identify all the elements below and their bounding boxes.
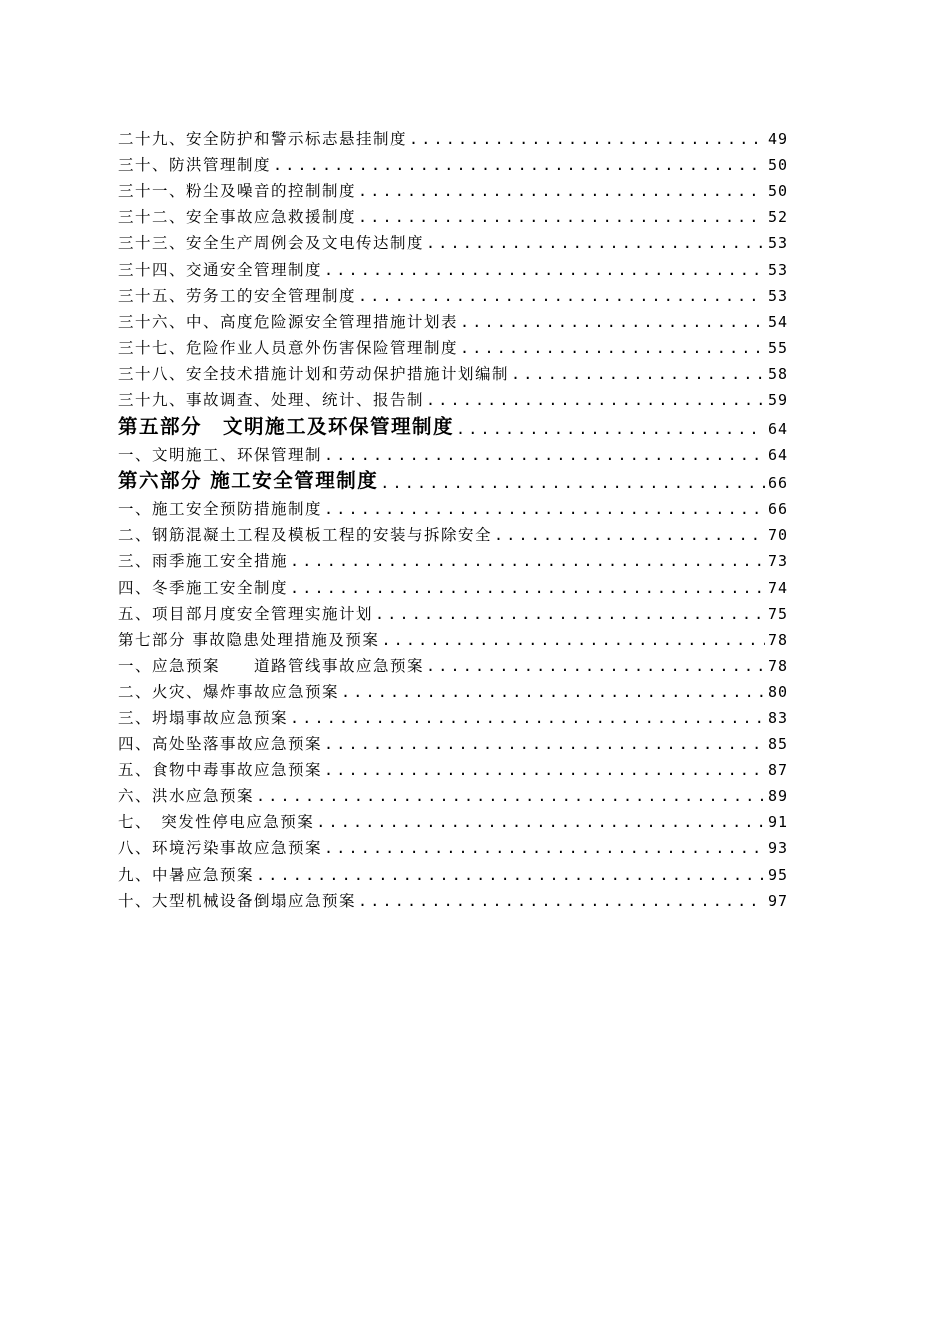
toc-entry-page-number: 78 <box>767 630 788 649</box>
toc-entry-title: 三十三、安全生产周例会及文电传达制度 <box>118 234 425 253</box>
toc-entry-page-number: 50 <box>767 156 788 175</box>
toc-entry[interactable] <box>118 780 788 806</box>
toc-entry-title: 三十六、中、高度危险源安全管理措施计划表 <box>118 312 459 331</box>
toc-dot-leader <box>324 838 765 858</box>
toc-dot-leader <box>324 499 765 519</box>
toc-entry-page-number: 80 <box>767 682 788 701</box>
toc-entry[interactable] <box>118 754 788 780</box>
toc-entry-title: 三十、防洪管理制度 <box>118 156 272 175</box>
toc-entry-page-number: 53 <box>767 286 788 305</box>
toc-section-heading[interactable] <box>118 410 788 439</box>
toc-dot-leader <box>358 286 765 306</box>
toc-entry-title: 三十九、事故调查、处理、统计、报告制 <box>118 391 425 410</box>
toc-entry[interactable] <box>118 832 788 858</box>
toc-dot-leader <box>460 338 765 358</box>
toc-dot-leader <box>324 734 765 754</box>
toc-section-heading[interactable] <box>118 465 788 494</box>
toc-entry-title: 一、应急预案 道路管线事故应急预案 <box>118 656 425 675</box>
toc-dot-leader <box>511 364 765 384</box>
toc-entry-title: 九、中暑应急预案 <box>118 865 255 884</box>
toc-entry-page-number: 78 <box>767 656 788 675</box>
toc-entry-page-number: 85 <box>767 735 788 754</box>
toc-entry-page-number: 87 <box>767 761 788 780</box>
toc-entry[interactable] <box>118 650 788 676</box>
toc-dot-leader <box>494 525 765 545</box>
toc-dot-leader <box>273 155 765 175</box>
toc-entry[interactable] <box>118 280 788 306</box>
toc-dot-leader <box>456 419 765 439</box>
toc-dot-leader <box>256 786 765 806</box>
toc-dot-leader <box>426 656 765 676</box>
toc-entry-page-number: 55 <box>767 338 788 357</box>
toc-entry-title: 三、坍塌事故应急预案 <box>118 708 289 727</box>
toc-dot-leader <box>460 312 765 332</box>
toc-dot-leader <box>290 578 765 598</box>
toc-dot-leader <box>316 812 765 832</box>
toc-dot-leader <box>358 207 765 227</box>
toc-dot-leader <box>375 604 765 624</box>
toc-entry-page-number: 53 <box>767 234 788 253</box>
toc-entry-page-number: 58 <box>767 364 788 383</box>
toc-entry-title: 三、雨季施工安全措施 <box>118 552 289 571</box>
toc-entry[interactable] <box>118 676 788 702</box>
toc-entry-title: 五、项目部月度安全管理实施计划 <box>118 604 374 623</box>
toc-entry-page-number: 59 <box>767 391 788 410</box>
toc-dot-leader <box>426 233 765 253</box>
toc-entry-page-number: 49 <box>767 130 788 149</box>
toc-entry-title: 十、大型机械设备倒塌应急预案 <box>118 891 357 910</box>
toc-entry[interactable] <box>118 332 788 358</box>
toc-entry[interactable] <box>118 885 788 911</box>
toc-dot-leader <box>324 760 765 780</box>
toc-dot-leader <box>426 390 765 410</box>
toc-entry-page-number: 93 <box>767 839 788 858</box>
toc-entry-title: 第七部分 事故隐患处理措施及预案 <box>118 630 380 649</box>
toc-entry-title: 四、高处坠落事故应急预案 <box>118 735 323 754</box>
toc-entry-title: 一、文明施工、环保管理制 <box>118 445 323 464</box>
toc-dot-leader <box>290 708 765 728</box>
toc-entry[interactable] <box>118 806 788 832</box>
toc-entry[interactable] <box>118 149 788 175</box>
toc-entry[interactable] <box>118 123 788 149</box>
toc-entry[interactable] <box>118 598 788 624</box>
toc-entry-page-number: 66 <box>767 500 788 519</box>
toc-entry-page-number: 64 <box>767 445 788 464</box>
toc-entry[interactable] <box>118 858 788 884</box>
toc-entry[interactable] <box>118 545 788 571</box>
toc-entry-title: 二、火灾、爆炸事故应急预案 <box>118 682 340 701</box>
toc-entry-title: 三十二、安全事故应急救援制度 <box>118 208 357 227</box>
toc-entry-page-number: 83 <box>767 708 788 727</box>
toc-dot-leader <box>381 630 765 650</box>
toc-entry-page-number: 89 <box>767 787 788 806</box>
toc-entry-title: 三十五、劳务工的安全管理制度 <box>118 286 357 305</box>
toc-entry[interactable] <box>118 201 788 227</box>
toc-entry-title: 六、洪水应急预案 <box>118 787 255 806</box>
toc-dot-leader <box>324 260 765 280</box>
toc-entry[interactable] <box>118 358 788 384</box>
toc-entry-title: 三十一、粉尘及噪音的控制制度 <box>118 182 357 201</box>
toc-dot-leader <box>324 445 765 465</box>
toc-entry-page-number: 54 <box>767 312 788 331</box>
toc-entry[interactable] <box>118 519 788 545</box>
toc-entry-title: 五、食物中毒事故应急预案 <box>118 761 323 780</box>
toc-entry[interactable] <box>118 439 788 465</box>
toc-entry-page-number: 97 <box>767 891 788 910</box>
toc-entry-title: 第六部分 施工安全管理制度 <box>118 469 379 493</box>
toc-entry-title: 三十七、危险作业人员意外伤害保险管理制度 <box>118 338 459 357</box>
toc-entry-page-number: 70 <box>767 526 788 545</box>
toc-entry-title: 四、冬季施工安全制度 <box>118 578 289 597</box>
toc-entry[interactable] <box>118 571 788 597</box>
toc-entry-title: 一、施工安全预防措施制度 <box>118 500 323 519</box>
toc-entry-title: 三十四、交通安全管理制度 <box>118 260 323 279</box>
toc-entry-page-number: 91 <box>767 813 788 832</box>
toc-entry[interactable] <box>118 227 788 253</box>
toc-entry-page-number: 50 <box>767 182 788 201</box>
toc-entry-title: 二、钢筋混凝土工程及模板工程的安装与拆除安全 <box>118 526 493 545</box>
table-of-contents <box>118 123 788 911</box>
toc-entry[interactable] <box>118 728 788 754</box>
toc-entry-title: 七、 突发性停电应急预案 <box>118 813 315 832</box>
toc-dot-leader <box>341 682 765 702</box>
toc-entry-title: 三十八、安全技术措施计划和劳动保护措施计划编制 <box>118 364 510 383</box>
toc-entry-page-number: 64 <box>767 419 788 438</box>
toc-entry-page-number: 75 <box>767 604 788 623</box>
toc-entry[interactable] <box>118 702 788 728</box>
toc-entry-title: 二十九、安全防护和警示标志悬挂制度 <box>118 130 408 149</box>
toc-entry[interactable] <box>118 384 788 410</box>
toc-entry-page-number: 52 <box>767 208 788 227</box>
toc-entry-page-number: 66 <box>767 474 788 493</box>
toc-entry-page-number: 53 <box>767 260 788 279</box>
toc-dot-leader <box>290 551 765 571</box>
toc-entry[interactable] <box>118 624 788 650</box>
toc-dot-leader <box>358 891 765 911</box>
toc-dot-leader <box>358 181 765 201</box>
toc-entry[interactable] <box>118 493 788 519</box>
toc-dot-leader <box>409 129 765 149</box>
toc-entry-title: 八、环境污染事故应急预案 <box>118 839 323 858</box>
toc-entry-title: 第五部分 文明施工及环保管理制度 <box>118 414 455 438</box>
toc-entry-page-number: 73 <box>767 552 788 571</box>
toc-dot-leader <box>256 865 765 885</box>
toc-entry-page-number: 95 <box>767 865 788 884</box>
toc-entry[interactable] <box>118 253 788 279</box>
toc-entry[interactable] <box>118 306 788 332</box>
toc-entry-page-number: 74 <box>767 578 788 597</box>
toc-entry[interactable] <box>118 175 788 201</box>
toc-dot-leader <box>380 473 765 493</box>
